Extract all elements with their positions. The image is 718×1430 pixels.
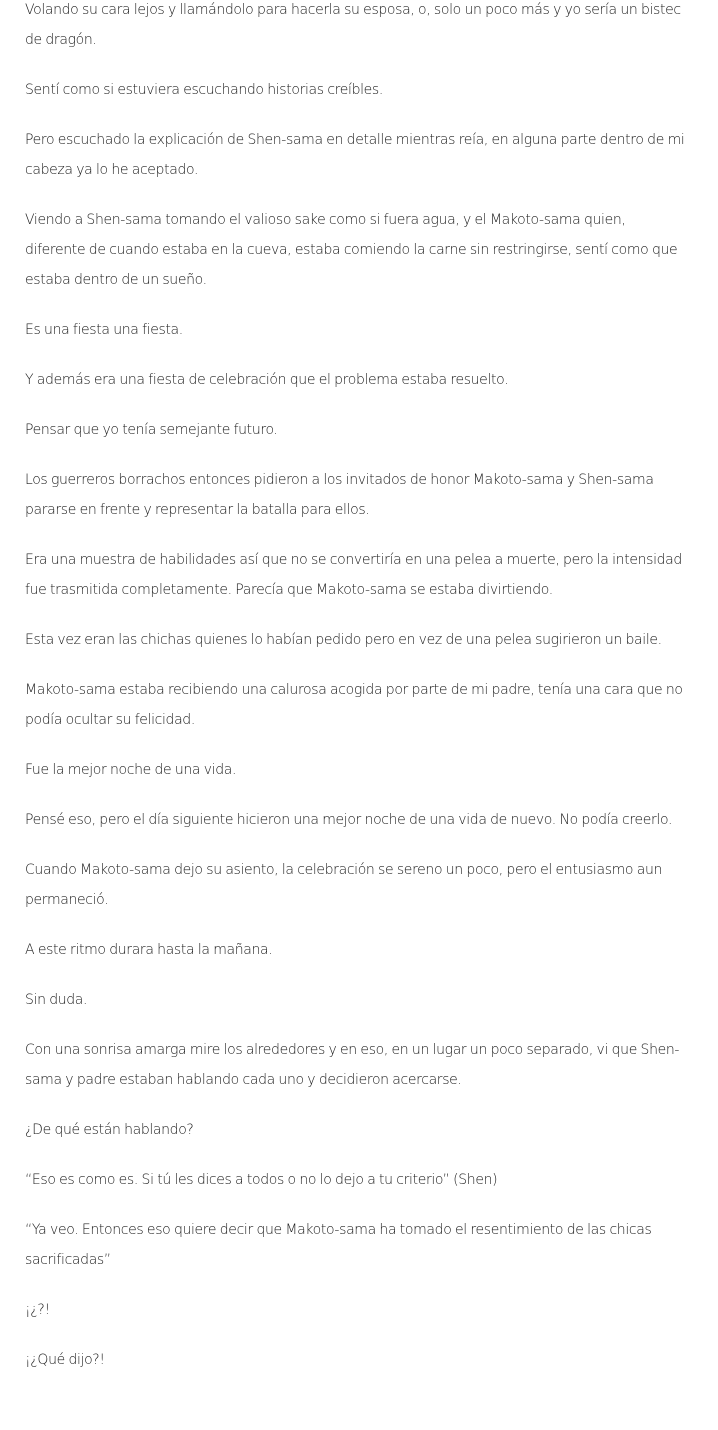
paragraph: Fue la mejor noche de una vida. xyxy=(25,762,237,778)
paragraph: Cuando Makoto-sama dejo su asiento, la celebración se sereno un poco, pero el entusiasmo aun permaneció. xyxy=(25,862,663,908)
paragraph: ¿De qué están hablando? xyxy=(25,1122,194,1138)
paragraph: Y además era una fiesta de celebración que el problema estaba resuelto. xyxy=(25,372,509,388)
paragraph: ¡¿?! xyxy=(25,1302,50,1318)
paragraph: Makoto-sama estaba recibiendo una calurosa acogida por parte de mi padre, tenía una cara que no podía ocultar su felicidad. xyxy=(25,682,683,728)
paragraph: Es una fiesta una fiesta. xyxy=(25,322,183,338)
paragraph: Viendo a Shen-sama tomando el valioso sake como si fuera agua, y el Makoto-sama quien, diferente de cuando estaba en la cueva, estaba comiendo la carne sin restringirse, sentí como que estaba dentro de un sueño. xyxy=(25,212,678,288)
paragraph: Los guerreros borrachos entonces pidieron a los invitados de honor Makoto-sama y Shen-sama pararse en frente y representar la batalla para ellos. xyxy=(25,472,654,518)
paragraph: A este ritmo durara hasta la mañana. xyxy=(25,942,273,958)
paragraph: “Eso es como es. Si tú les dices a todos o no lo dejo a tu criterio” (Shen) xyxy=(25,1172,498,1188)
paragraph: Sentí como si estuviera escuchando historias creíbles. xyxy=(25,82,383,98)
paragraph: Volando su cara lejos y llamándolo para hacerla su esposa, o, solo un poco más y yo sería un bistec de dragón. xyxy=(25,2,681,48)
paragraph: ¡¿Qué dijo?! xyxy=(25,1352,105,1368)
article-body xyxy=(25,0,687,1395)
paragraph: Pensé eso, pero el día siguiente hicieron una mejor noche de una vida de nuevo. No podía creerlo. xyxy=(25,812,673,828)
paragraph: Era una muestra de habilidades así que no se convertiría en una pelea a muerte, pero la intensidad fue trasmitida completamente. Parecía que Makoto-sama se estaba divirtiendo. xyxy=(25,552,682,598)
paragraph: Pero escuchado la explicación de Shen-sama en detalle mientras reía, en alguna parte dentro de mi cabeza ya lo he aceptado. xyxy=(25,132,685,178)
paragraph: Esta vez eran las chichas quienes lo habían pedido pero en vez de una pelea sugirieron un baile. xyxy=(25,632,662,648)
paragraph: “Ya veo. Entonces eso quiere decir que Makoto-sama ha tomado el resentimiento de las chicas sacrificadas” xyxy=(25,1222,652,1268)
paragraph: Pensar que yo tenía semejante futuro. xyxy=(25,422,278,438)
paragraph: Sin duda. xyxy=(25,992,88,1008)
paragraph: Con una sonrisa amarga mire los alrededores y en eso, en un lugar un poco separado, vi que Shen-sama y padre estaban hablando cada uno y decidieron acercarse. xyxy=(25,1042,680,1088)
